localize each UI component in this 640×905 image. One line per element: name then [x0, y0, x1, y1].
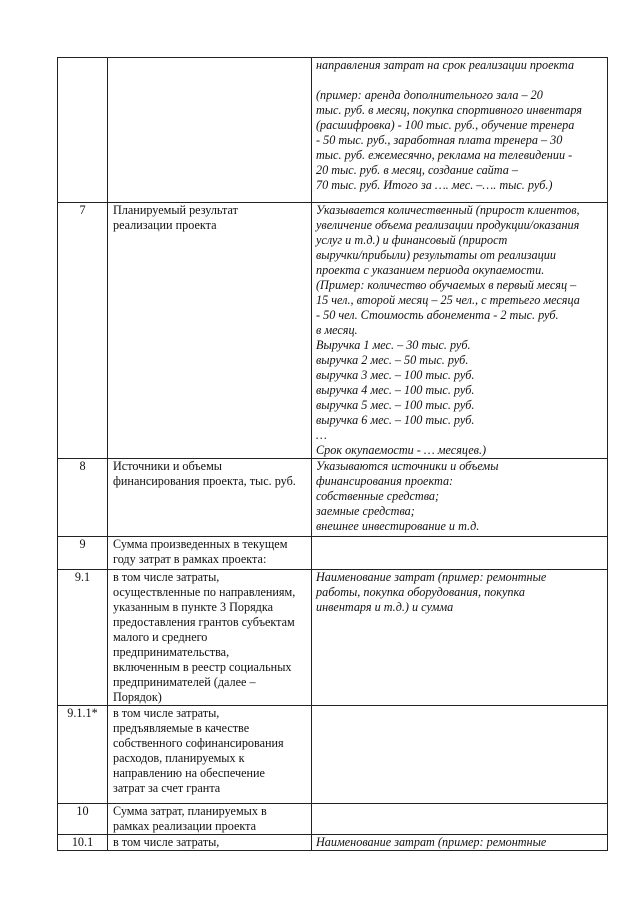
item-description-line: (пример: аренда дополнительного зала – 20 — [316, 88, 543, 102]
item-name-cell — [108, 537, 312, 570]
item-name-line: осуществленные по направлениям, — [113, 585, 296, 599]
row-number-cell — [58, 706, 108, 804]
item-name-cell — [108, 804, 312, 835]
item-description-line: тыс. руб. ежемесячно, реклама на телевидении - — [316, 148, 573, 162]
item-description-line: - 50 тыс. руб., заработная плата тренера – 30 — [316, 133, 563, 147]
item-description-line: Указываются источники и объемы — [316, 459, 499, 473]
item-description-line: Указывается количественный (прирост клиентов, — [316, 203, 580, 217]
item-description-line: выручка 5 мес. – 100 тыс. руб. — [316, 398, 475, 412]
row-number-cell — [58, 203, 108, 459]
item-description-line: Выручка 1 мес. – 30 тыс. руб. — [316, 338, 471, 352]
item-name-line: малого и среднего — [113, 630, 208, 644]
item-description-cell — [312, 537, 608, 570]
row-number-cell — [58, 58, 108, 203]
item-name-line: предпринимательства, — [113, 645, 230, 659]
row-number: 8 — [79, 459, 86, 473]
item-description-line: (расшифровка) - 100 тыс. руб., обучение тренера — [316, 118, 575, 132]
item-name-cell — [108, 570, 312, 706]
item-name-line: расходов, планируемых к — [113, 751, 245, 765]
item-description-line: работы, покупка оборудования, покупка — [316, 585, 525, 599]
item-description-line: услуг и т.д.) и финансовый (прирост — [316, 233, 508, 247]
item-description-line: выручка 2 мес. – 50 тыс. руб. — [316, 353, 469, 367]
item-description-line: финансирования проекта: — [316, 474, 454, 488]
item-name-line: Планируемый результат — [113, 203, 238, 217]
item-name-line: указанным в пункте 3 Порядка — [113, 600, 274, 614]
item-description-cell — [312, 835, 608, 851]
item-name-cell — [108, 706, 312, 804]
item-description-line: - 50 чел. Стоимость абонемента - 2 тыс. руб. — [316, 308, 559, 322]
item-description-line: выручка 3 мес. – 100 тыс. руб. — [316, 368, 475, 382]
item-description-line: … — [316, 428, 327, 442]
item-description-cell — [312, 203, 608, 459]
row-number-cell — [58, 570, 108, 706]
item-description-line: в месяц. — [316, 323, 358, 337]
item-name-line: предпринимателей (далее – — [113, 675, 256, 689]
item-name-line: в том числе затраты, — [113, 835, 220, 849]
row-number-cell — [58, 835, 108, 851]
item-name-line: направлению на обеспечение — [113, 766, 265, 780]
row-number: 7 — [79, 203, 86, 217]
item-description-cell — [312, 459, 608, 537]
item-description-cell — [312, 706, 608, 804]
item-name-line: включенным в реестр социальных — [113, 660, 292, 674]
table-row — [58, 459, 608, 537]
item-description-line: 70 тыс. руб. Итого за …. мес. –…. тыс. руб.) — [316, 178, 553, 192]
item-name-line: предоставления грантов субъектам — [113, 615, 295, 629]
row-number: 9 — [79, 537, 86, 551]
item-name-cell — [108, 835, 312, 851]
item-description-line: 15 чел., второй месяц – 25 чел., с третьего месяца — [316, 293, 580, 307]
item-name-cell — [108, 459, 312, 537]
item-description-line: выручки/прибыли) результаты от реализации — [316, 248, 556, 262]
item-description-line: внешнее инвестирование и т.д. — [316, 519, 480, 533]
item-name-line: Сумма затрат, планируемых в — [113, 804, 267, 818]
table-row — [58, 58, 608, 203]
item-name-line: году затрат в рамках проекта: — [113, 552, 267, 566]
table-body — [58, 58, 608, 851]
row-number: 10 — [76, 804, 89, 818]
item-name-line: затрат за счет гранта — [113, 781, 221, 795]
item-description-line: Наименование затрат (пример: ремонтные — [316, 570, 547, 584]
item-description-cell — [312, 58, 608, 203]
item-name-line: собственного софинансирования — [113, 736, 284, 750]
row-number-cell — [58, 804, 108, 835]
row-number: 10.1 — [71, 835, 94, 849]
item-description-line: собственные средства; — [316, 489, 440, 503]
table-row — [58, 835, 608, 851]
item-name-cell — [108, 203, 312, 459]
item-name-line: финансирования проекта, тыс. руб. — [113, 474, 296, 488]
document-table — [57, 57, 608, 851]
item-name-line: в том числе затраты, — [113, 570, 220, 584]
item-name-line: рамках реализации проекта — [113, 819, 257, 833]
item-description-line: тыс. руб. в месяц, покупка спортивного инвентаря — [316, 103, 582, 117]
item-description-line: инвентаря и т.д.) и сумма — [316, 600, 454, 614]
row-number-cell — [58, 459, 108, 537]
item-description-cell — [312, 804, 608, 835]
item-name-line: Порядок) — [113, 690, 162, 704]
item-description-line: выручка 4 мес. – 100 тыс. руб. — [316, 383, 475, 397]
item-description-line: направления затрат на срок реализации проекта — [316, 58, 575, 72]
item-description-line: (Пример: количество обучаемых в первый месяц – — [316, 278, 577, 292]
item-description-line — [316, 73, 607, 88]
item-description-line: 20 тыс. руб. в месяц, создание сайта – — [316, 163, 518, 177]
item-name-line: в том числе затраты, — [113, 706, 220, 720]
table-row — [58, 203, 608, 459]
item-description-cell — [312, 570, 608, 706]
item-description-line: увеличение объема реализации продукции/оказания — [316, 218, 580, 232]
table-row — [58, 570, 608, 706]
table-row — [58, 706, 608, 804]
item-name-line: предъявляемые в качестве — [113, 721, 250, 735]
row-number-cell — [58, 537, 108, 570]
item-description-line: Срок окупаемости - … месяцев.) — [316, 443, 487, 457]
row-number: 9.1 — [74, 570, 91, 584]
item-description-line: проекта с указанием периода окупаемости. — [316, 263, 545, 277]
item-description-line: выручка 6 мес. – 100 тыс. руб. — [316, 413, 475, 427]
item-description-line: заемные средства; — [316, 504, 415, 518]
item-name-line: Источники и объемы — [113, 459, 222, 473]
item-name-line: реализации проекта — [113, 218, 217, 232]
item-name-line: Сумма произведенных в текущем — [113, 537, 288, 551]
item-name-cell — [108, 58, 312, 203]
table-row — [58, 804, 608, 835]
table-row — [58, 537, 608, 570]
item-description-line: Наименование затрат (пример: ремонтные — [316, 835, 547, 849]
row-number: 9.1.1* — [67, 706, 98, 720]
